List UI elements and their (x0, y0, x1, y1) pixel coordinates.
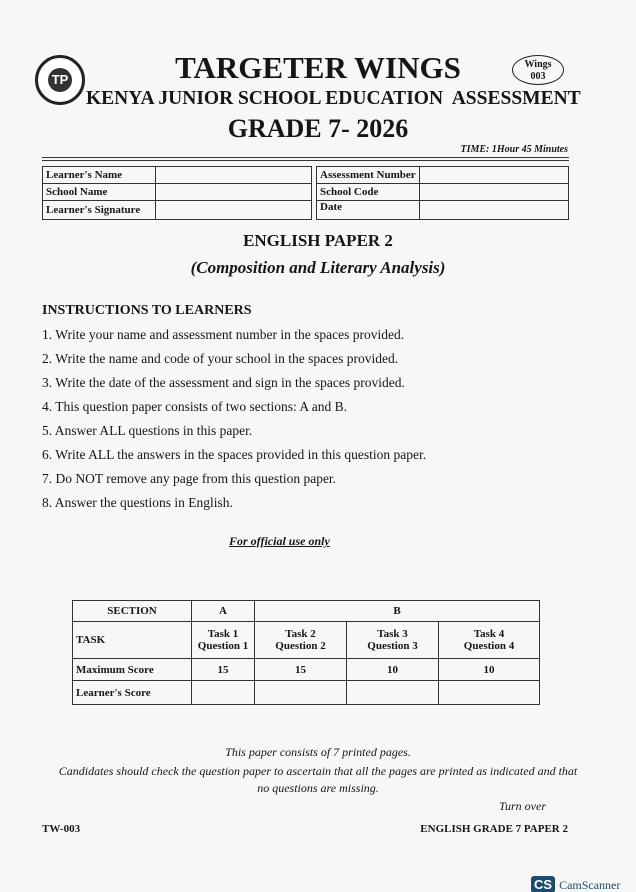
section-header: SECTION (73, 601, 192, 622)
paper-badge (512, 55, 564, 85)
learner-score-field[interactable] (439, 681, 540, 705)
task-header: TASK (73, 622, 192, 659)
grade-title: GRADE 7- 2026 (227, 114, 409, 143)
instruction-item: 2. Write the name and code of your school in the spaces provided. (42, 351, 399, 366)
section-b-header: B (255, 601, 540, 622)
task-label: Task 4 (473, 628, 505, 640)
learner-score-label: Learner's Score (73, 681, 192, 705)
task-3-header (347, 622, 439, 659)
paper-code: TW-003 (42, 823, 81, 835)
date-field[interactable] (420, 201, 569, 220)
task-label: Task 2 (285, 628, 316, 640)
assessment-number-label: Assessment Number (317, 167, 420, 184)
logo-initials: TP (48, 68, 72, 92)
instructions-heading: INSTRUCTIONS TO LEARNERS (42, 303, 252, 318)
school-code-field[interactable] (420, 184, 569, 201)
badge-line2: 003 (530, 71, 546, 82)
question-label: Question 3 (367, 640, 418, 652)
instruction-item: 5. Answer ALL questions in this paper. (42, 423, 253, 438)
question-label: Question 1 (197, 640, 249, 652)
max-score-label: Maximum Score (73, 659, 192, 681)
paper-title: ENGLISH PAPER 2 (243, 231, 393, 250)
task-1-header (192, 622, 255, 659)
check-note: Candidates should check the question paper to ascertain that all the pages are printed as indicated and that (58, 764, 578, 778)
instruction-item: 8. Answer the questions in English. (42, 495, 233, 510)
school-name-label: School Name (43, 184, 156, 201)
header-divider (42, 157, 569, 161)
badge-line1: Wings (524, 59, 552, 70)
camscanner-logo: CS (531, 876, 555, 892)
date-label: Date (317, 201, 420, 220)
question-label: Question 2 (275, 640, 326, 652)
instruction-item: 3. Write the date of the assessment and sign in the spaces provided. (42, 375, 405, 390)
instruction-item: 4. This question paper consists of two sections: A and B. (42, 399, 347, 414)
signature-field[interactable] (156, 201, 312, 220)
school-name-field[interactable] (156, 184, 312, 201)
assessment-number-field[interactable] (420, 167, 569, 184)
official-use-label: For official use only (229, 534, 330, 548)
learner-score-field[interactable] (347, 681, 439, 705)
page-count-note: This paper consists of 7 printed pages. (225, 745, 411, 759)
max-score-value: 15 (192, 659, 255, 681)
school-code-label: School Code (317, 184, 420, 201)
camscanner-watermark (531, 876, 636, 892)
paper-name: ENGLISH GRADE 7 PAPER 2 (420, 823, 568, 835)
score-table (72, 600, 540, 705)
learner-score-field[interactable] (255, 681, 347, 705)
max-score-value: 15 (255, 659, 347, 681)
assessment-details-table (316, 166, 569, 220)
task-label: Task 1 (207, 628, 239, 640)
max-score-value: 10 (347, 659, 439, 681)
org-title: TARGETER WINGS (175, 50, 461, 85)
task-2-header (255, 622, 347, 659)
learner-name-field[interactable] (156, 167, 312, 184)
learner-name-label: Learner's Name (43, 167, 156, 184)
turn-over: Turn over (498, 799, 546, 813)
task-4-header (439, 622, 540, 659)
instruction-item: 6. Write ALL the answers in the spaces provided in this question paper. (42, 447, 427, 462)
camscanner-name: CamScanner (559, 878, 621, 892)
signature-label: Learner's Signature (43, 201, 156, 220)
instruction-item: 1. Write your name and assessment number in the spaces provided. (42, 327, 405, 342)
exam-subtitle: KENYA JUNIOR SCHOOL EDUCATION ASSESSMENT (86, 88, 581, 109)
instruction-item: 7. Do NOT remove any page from this question paper. (42, 471, 337, 486)
max-score-value: 10 (439, 659, 540, 681)
learner-details-table (42, 166, 312, 220)
task-label: Task 3 (377, 628, 408, 640)
section-a-header: A (192, 601, 255, 622)
time-allowed: TIME: 1Hour 45 Minutes (460, 144, 568, 155)
question-label: Question 4 (463, 640, 515, 652)
check-note-continued: no questions are missing. (257, 781, 379, 795)
paper-subtitle: (Composition and Literary Analysis) (190, 258, 446, 277)
learner-score-field[interactable] (192, 681, 255, 705)
